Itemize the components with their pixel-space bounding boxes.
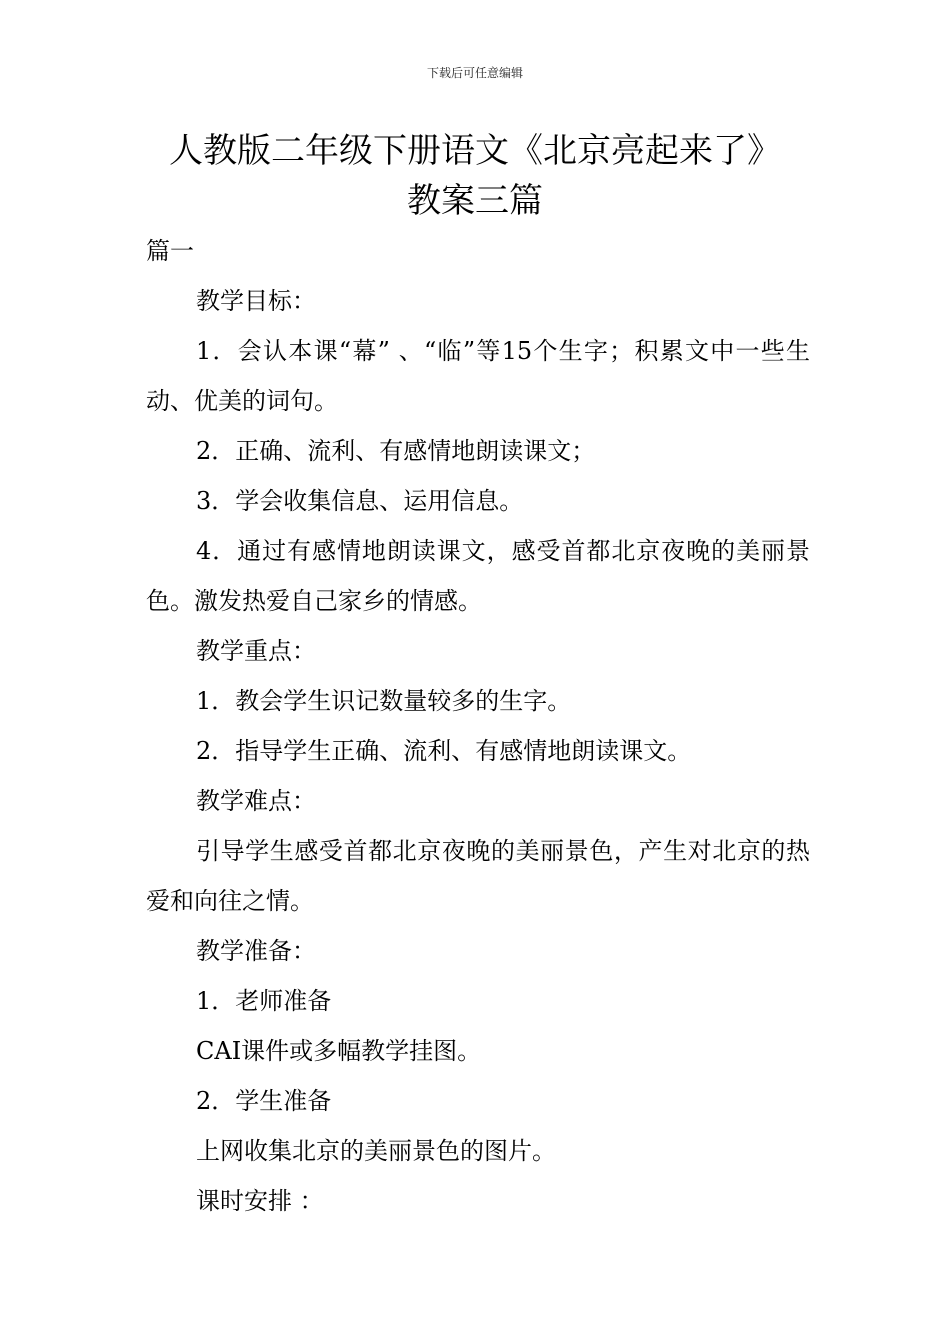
document-title-line-2: 教案三篇 <box>407 181 543 221</box>
goal-item-4: 4．通过有感情地朗读课文，感受首都北京夜晚的美丽景色。激发热爱自己家乡的情感。 <box>146 537 810 615</box>
difficulty-text: 引导学生感受首都北京夜晚的美丽景色，产生对北京的热爱和向往之情。 <box>146 837 810 915</box>
goal-item-1: 1．会认本课“幕” 、“临”等15个生字；积累文中一些生动、优美的词句。 <box>146 337 810 415</box>
goals-heading: 教学目标： <box>196 287 316 315</box>
prep-item-2-title: 2．学生准备 <box>196 1087 332 1115</box>
keypoint-item-2: 2．指导学生正确、流利、有感情地朗读课文。 <box>196 737 692 765</box>
prep-item-1-title: 1．老师准备 <box>196 987 332 1015</box>
document-body <box>146 226 810 1226</box>
goal-item-3: 3．学会收集信息、运用信息。 <box>196 487 524 515</box>
schedule-heading: 课时安排 ： <box>196 1187 324 1215</box>
document-title-line-1: 人教版二年级下册语文《北京亮起来了》 <box>169 131 781 171</box>
keypoint-item-1: 1．教会学生识记数量较多的生字。 <box>196 687 572 715</box>
difficulty-heading: 教学难点： <box>196 787 316 815</box>
section-label: 篇一 <box>146 237 194 265</box>
prep-heading: 教学准备： <box>196 937 316 965</box>
prep-item-1-text: CAI课件或多幅教学挂图。 <box>196 1037 482 1065</box>
goal-item-2: 2．正确、流利、有感情地朗读课文； <box>196 437 596 465</box>
header-note: 下载后可任意编辑 <box>426 66 523 80</box>
prep-item-2-text: 上网收集北京的美丽景色的图片。 <box>196 1137 556 1165</box>
keypoints-heading: 教学重点： <box>196 637 316 665</box>
